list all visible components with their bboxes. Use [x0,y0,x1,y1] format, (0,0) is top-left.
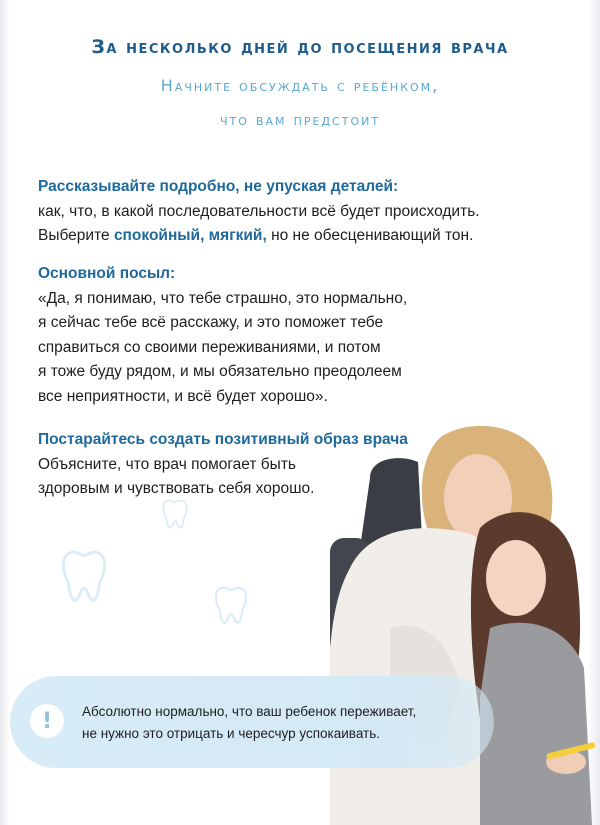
text-span: Выберите [38,227,114,244]
subtitle-line-2: что вам предстоит [219,110,381,129]
paragraph-line: здоровым и чувствовать себя хорошо. [38,480,315,497]
quote-line: я сейчас тебе всё расскажу, и это поможет тебе [38,314,384,331]
paragraph-line [38,224,480,249]
page-title: За несколько дней до посещения врача [91,36,509,58]
quote-line: я тоже буду рядом, и мы обязательно преодолеем [38,363,402,380]
section-heading: Рассказывайте подробно, не упуская деталей: [38,178,399,195]
paragraph-line: Объясните, что врач помогает быть [38,455,296,473]
tooth-icon [212,584,250,626]
quote-line: все неприятности, и всё будет хорошо». [38,387,328,405]
tooth-icon [58,548,110,604]
section-details [38,175,480,249]
quote-line: «Да, я понимаю, что тебе страшно, это нормально, [38,289,408,307]
paragraph-line: как, что, в какой последовательности всё будет происходить. [38,202,480,220]
callout-line: не нужно это отрицать и чересчур успокаивать. [82,726,381,741]
section-heading: Постарайтесь создать позитивный образ врача [38,431,408,448]
subtitle-line-1: Начните обсуждать с ребёнком, [160,76,440,95]
section-heading: Основной посыл: [38,265,176,282]
section-main-message [38,262,407,409]
callout-text [82,701,482,745]
exclamation-icon: ! [30,704,64,738]
accent-text: спокойный, мягкий, [113,227,267,244]
callout-line: Абсолютно нормально, что ваш ребенок переживает, [82,704,417,719]
callout-note [10,676,494,768]
text-span: но не обесценивающий тон. [266,227,474,244]
tooth-icon [160,498,190,530]
quote-line: справиться со своими переживаниями, и потом [38,338,381,356]
